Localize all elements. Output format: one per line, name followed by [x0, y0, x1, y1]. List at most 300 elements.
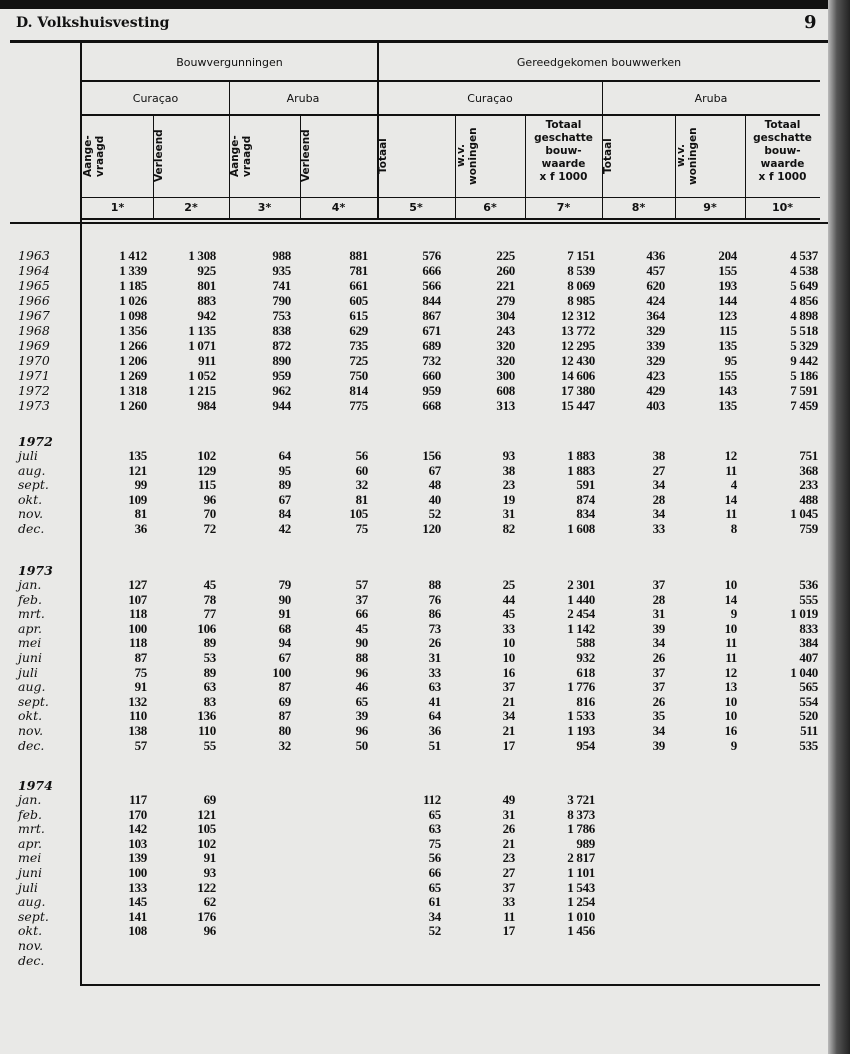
- table-cell: 1 266: [119, 338, 147, 353]
- table-cell: 145: [128, 894, 147, 910]
- section-year: 1974: [18, 778, 53, 793]
- table-cell: 10: [724, 708, 737, 724]
- table-cell: 34: [652, 723, 665, 738]
- table-cell: 37: [502, 879, 515, 895]
- table-cell: 80: [278, 723, 291, 738]
- table-cell: 2 301: [567, 577, 595, 592]
- book-spine-edge: [828, 0, 850, 1054]
- table-cell: 8 373: [567, 806, 595, 822]
- table-cell: 132: [128, 693, 147, 709]
- table-cell: 1 883: [567, 448, 595, 463]
- table-cell: 566: [422, 278, 441, 293]
- table-cell: 1 883: [567, 462, 595, 478]
- table-cell: 115: [198, 477, 216, 493]
- table-cell: 329: [646, 323, 665, 338]
- table-cell: 21: [502, 835, 515, 851]
- page-number: 9: [804, 12, 817, 33]
- table-cell: 57: [134, 737, 147, 753]
- table-cell: 5 518: [790, 323, 818, 338]
- row-label: feb.: [18, 591, 42, 607]
- table-cell: 56: [428, 850, 441, 866]
- table-cell: 576: [422, 248, 441, 263]
- table-cell: 37: [652, 577, 665, 592]
- table-cell: 944: [272, 398, 291, 413]
- table-cell: 176: [197, 908, 216, 924]
- subgroup-header: Curaçao: [467, 92, 513, 105]
- table-cell: 834: [576, 506, 595, 522]
- table-cell: 89: [203, 635, 216, 651]
- table-cell: 1 339: [119, 263, 147, 278]
- table-cell: 911: [198, 353, 216, 368]
- table-cell: 384: [799, 635, 818, 651]
- table-cell: 45: [355, 620, 368, 636]
- table-cell: 1 269: [119, 368, 147, 383]
- table-cell: 511: [800, 723, 818, 738]
- colhead-rule: [82, 197, 820, 198]
- table-cell: 588: [576, 635, 595, 651]
- row-label: juli: [18, 448, 38, 463]
- table-cell: 121: [128, 462, 147, 478]
- table-cell: 1 193: [567, 723, 595, 738]
- row-label: dec.: [18, 952, 45, 968]
- table-cell: 142: [128, 821, 147, 837]
- table-cell: 925: [197, 263, 216, 278]
- row-label: 1968: [18, 323, 50, 338]
- table-cell: 81: [134, 506, 147, 522]
- table-cell: 7 151: [567, 248, 595, 263]
- subgroup-header: Aruba: [286, 92, 320, 105]
- table-cell: 2 454: [567, 606, 595, 622]
- table-cell: 1 356: [119, 323, 147, 338]
- table-cell: 39: [355, 708, 368, 724]
- table-cell: 100: [272, 664, 291, 680]
- table-cell: 44: [502, 591, 515, 607]
- table-cell: 110: [198, 723, 216, 738]
- table-cell: 1 776: [567, 679, 595, 695]
- table-cell: 61: [428, 894, 441, 910]
- table-cell: 102: [197, 835, 216, 851]
- table-cell: 108: [128, 923, 147, 939]
- table-cell: 25: [502, 577, 515, 592]
- table-cell: 13 772: [561, 323, 595, 338]
- table-cell: 106: [197, 620, 216, 636]
- table-cell: 781: [349, 263, 368, 278]
- group-header-completed: Gereedgekomen bouwwerken: [516, 56, 682, 69]
- column-number: 3*: [257, 201, 272, 214]
- table-cell: 954: [576, 737, 595, 753]
- table-cell: 233: [799, 477, 818, 493]
- table-cell: 105: [349, 506, 368, 522]
- column-number: 4*: [331, 201, 346, 214]
- table-cell: 63: [428, 679, 441, 695]
- row-label: dec.: [18, 737, 45, 753]
- row-label: nov.: [18, 506, 44, 522]
- row-label: mrt.: [18, 606, 45, 622]
- table-cell: 50: [355, 737, 368, 753]
- column-number: 10*: [771, 201, 794, 214]
- table-cell: 1 206: [119, 353, 147, 368]
- table-cell: 84: [278, 506, 291, 522]
- row-label: sept.: [18, 477, 49, 493]
- table-cell: 555: [799, 591, 818, 607]
- table-cell: 110: [129, 708, 147, 724]
- table-cell: 27: [652, 462, 665, 478]
- table-cell: 69: [203, 792, 216, 807]
- table-cell: 962: [272, 383, 291, 398]
- row-label: juni: [18, 650, 42, 665]
- table-cell: 1 101: [567, 865, 595, 880]
- table-cell: 136: [197, 708, 216, 724]
- table-cell: 554: [799, 693, 818, 709]
- table-cell: 1 045: [790, 506, 818, 522]
- row-label: 1971: [18, 368, 50, 383]
- table-cell: 141: [128, 908, 147, 924]
- table-cell: 14 606: [561, 368, 595, 383]
- table-cell: 40: [428, 491, 441, 507]
- row-label: 1965: [18, 278, 50, 293]
- table-cell: 11: [725, 635, 737, 651]
- table-cell: 457: [646, 263, 665, 278]
- row-label: mrt.: [18, 821, 45, 837]
- table-cell: 79: [278, 577, 291, 592]
- column-number: 1*: [110, 201, 125, 214]
- row-label: 1972: [18, 383, 50, 398]
- subgroup-header: Curaçao: [132, 92, 179, 105]
- table-cell: 4 856: [790, 293, 818, 308]
- table-cell: 33: [502, 894, 515, 910]
- table-cell: 605: [349, 293, 368, 308]
- table-cell: 1 440: [567, 591, 595, 607]
- section-year: 1972: [18, 434, 53, 449]
- column-header: Verleend: [153, 129, 165, 183]
- table-cell: 28: [652, 491, 665, 507]
- table-cell: 9: [730, 606, 737, 622]
- table-cell: 403: [646, 398, 665, 413]
- column-header: Totaal: [602, 138, 614, 174]
- table-cell: 12 295: [561, 338, 595, 353]
- table-cell: 13: [724, 679, 737, 695]
- table-cell: 14: [724, 591, 737, 607]
- table-cell: 1 135: [188, 323, 216, 338]
- table-cell: 87: [278, 679, 291, 695]
- column-header: w.v. woningen: [455, 127, 479, 185]
- table-cell: 23: [502, 850, 515, 866]
- table-cell: 34: [428, 908, 441, 924]
- table-cell: 935: [272, 263, 291, 278]
- table-cell: 96: [355, 664, 368, 680]
- table-cell: 31: [502, 506, 515, 522]
- table-cell: 48: [428, 477, 441, 493]
- row-label: jan.: [18, 577, 42, 592]
- table-cell: 91: [278, 606, 291, 622]
- table-cell: 16: [502, 664, 515, 680]
- table-cell: 144: [718, 293, 737, 308]
- table-cell: 1 318: [119, 383, 147, 398]
- row-label: okt.: [18, 491, 43, 507]
- table-cell: 741: [272, 278, 291, 293]
- table-cell: 204: [718, 248, 737, 263]
- table-cell: 96: [355, 723, 368, 738]
- table-cell: 53: [203, 650, 216, 665]
- table-cell: 4: [730, 477, 737, 493]
- table-cell: 7 591: [790, 383, 818, 398]
- column-number: 9*: [703, 201, 717, 214]
- table-cell: 112: [423, 792, 441, 807]
- table-cell: 313: [496, 398, 515, 413]
- table-cell: 15 447: [561, 398, 595, 413]
- row-label: feb.: [18, 806, 42, 822]
- row-label: nov.: [18, 723, 44, 738]
- column-header: Aange- vraagd: [82, 135, 106, 177]
- row-label: okt.: [18, 708, 43, 724]
- table-cell: 790: [272, 293, 291, 308]
- row-label: aug.: [18, 462, 46, 478]
- table-cell: 10: [724, 577, 737, 592]
- table-cell: 33: [652, 521, 665, 536]
- table-cell: 364: [646, 308, 665, 323]
- table-cell: 1 098: [119, 308, 147, 323]
- table-cell: 66: [428, 865, 441, 880]
- table-cell: 42: [278, 521, 291, 536]
- section-year: 1973: [18, 563, 53, 578]
- column-header: Totaal geschatte bouw- waarde x f 1000: [753, 119, 812, 183]
- table-cell: 221: [496, 278, 515, 293]
- table-cell: 96: [203, 923, 216, 939]
- table-cell: 67: [278, 650, 291, 665]
- table-cell: 83: [203, 693, 216, 709]
- table-cell: 121: [197, 806, 216, 822]
- table-cell: 424: [646, 293, 665, 308]
- row-label: apr.: [18, 835, 43, 851]
- table-cell: 63: [203, 679, 216, 695]
- table-cell: 64: [278, 448, 291, 463]
- table-cell: 1 071: [188, 338, 216, 353]
- table-cell: 759: [799, 521, 818, 536]
- table-cell: 407: [799, 650, 818, 665]
- column-header: Totaal geschatte bouw- waarde x f 1000: [534, 119, 593, 183]
- section-title: D. Volkshuisvesting: [16, 15, 170, 31]
- table-cell: 65: [355, 693, 368, 709]
- table-cell: 339: [646, 338, 665, 353]
- table-cell: 100: [128, 865, 147, 880]
- column-header: Aange- vraagd: [229, 135, 253, 177]
- table-cell: 8: [730, 521, 737, 536]
- table-cell: 260: [496, 263, 515, 278]
- table-cell: 75: [355, 521, 368, 536]
- table-cell: 87: [278, 708, 291, 724]
- table-cell: 33: [502, 620, 515, 636]
- table-cell: 118: [129, 606, 147, 622]
- table-cell: 34: [502, 708, 515, 724]
- subgroup-rule: [82, 114, 820, 116]
- table-cell: 320: [496, 353, 515, 368]
- table-cell: 1 456: [567, 923, 595, 939]
- table-cell: 105: [197, 821, 216, 837]
- table-cell: 117: [129, 792, 147, 807]
- table-cell: 1 533: [567, 708, 595, 724]
- table-cell: 37: [652, 679, 665, 695]
- table-cell: 52: [428, 506, 441, 522]
- table-cell: 11: [725, 650, 737, 665]
- table-cell: 31: [502, 806, 515, 822]
- table-cell: 69: [278, 693, 291, 709]
- table-cell: 243: [496, 323, 515, 338]
- table-cell: 133: [128, 879, 147, 895]
- table-cell: 591: [576, 477, 595, 493]
- table-cell: 2 817: [567, 850, 595, 866]
- table-cell: 881: [349, 248, 368, 263]
- table-cell: 1 052: [188, 368, 216, 383]
- table-cell: 89: [203, 664, 216, 680]
- table-cell: 668: [422, 398, 441, 413]
- table-cell: 844: [422, 293, 441, 308]
- table-cell: 423: [646, 368, 665, 383]
- header-bottom-rule: [82, 218, 820, 220]
- table-cell: 86: [428, 606, 441, 622]
- row-label: 1964: [18, 263, 50, 278]
- table-cell: 989: [576, 835, 595, 851]
- table-cell: 615: [349, 308, 368, 323]
- table-cell: 14: [724, 491, 737, 507]
- row-label: 1967: [18, 308, 50, 323]
- table-cell: 64: [428, 708, 441, 724]
- table-cell: 91: [134, 679, 147, 695]
- group-rule: [82, 80, 820, 82]
- table-cell: 883: [197, 293, 216, 308]
- row-label: aug.: [18, 679, 46, 695]
- table-cell: 5 186: [790, 368, 818, 383]
- table-cell: 732: [422, 353, 441, 368]
- column-number: 5*: [409, 201, 423, 214]
- table-cell: 135: [128, 448, 147, 463]
- table-cell: 4 898: [790, 308, 818, 323]
- table-cell: 94: [278, 635, 291, 651]
- row-label: juli: [18, 664, 38, 680]
- column-number: 8*: [631, 201, 646, 214]
- table-cell: 12: [724, 664, 737, 680]
- table-cell: 1 215: [188, 383, 216, 398]
- table-cell: 874: [576, 491, 595, 507]
- table-cell: 49: [502, 792, 515, 807]
- table-cell: 17: [502, 923, 515, 939]
- table-cell: 55: [203, 737, 216, 753]
- table-cell: 750: [349, 368, 368, 383]
- table-cell: 3 721: [567, 792, 595, 807]
- table-cell: 753: [272, 308, 291, 323]
- table-cell: 118: [129, 635, 147, 651]
- table-cell: 7 459: [790, 398, 818, 413]
- table-cell: 660: [422, 368, 441, 383]
- table-cell: 1 608: [567, 521, 595, 536]
- table-cell: 890: [272, 353, 291, 368]
- row-label: 1973: [18, 398, 50, 413]
- table-cell: 1 040: [790, 664, 818, 680]
- table-cell: 129: [197, 462, 216, 478]
- table-cell: 689: [422, 338, 441, 353]
- table-cell: 932: [576, 650, 595, 665]
- table-cell: 31: [428, 650, 441, 665]
- table-cell: 76: [428, 591, 441, 607]
- table-cell: 45: [203, 577, 216, 592]
- table-cell: 19: [502, 491, 515, 507]
- table-cell: 75: [428, 835, 441, 851]
- row-label: aug.: [18, 894, 46, 910]
- table-cell: 959: [422, 383, 441, 398]
- table-cell: 96: [203, 491, 216, 507]
- table-cell: 26: [502, 821, 515, 837]
- table-cell: 95: [724, 353, 737, 368]
- table-cell: 12 430: [561, 353, 595, 368]
- table-cell: 68: [278, 620, 291, 636]
- table-cell: 100: [128, 620, 147, 636]
- table-cell: 78: [203, 591, 216, 607]
- table-cell: 115: [719, 323, 737, 338]
- table-cell: 135: [718, 398, 737, 413]
- row-label: okt.: [18, 923, 43, 939]
- table-cell: 39: [652, 620, 665, 636]
- table-cell: 801: [197, 278, 216, 293]
- table-cell: 156: [422, 448, 441, 463]
- table-cell: 155: [718, 263, 737, 278]
- table-cell: 56: [355, 448, 368, 463]
- table-cell: 88: [428, 577, 441, 592]
- table-cell: 93: [502, 448, 515, 463]
- table-cell: 436: [646, 248, 665, 263]
- table-cell: 5 649: [790, 278, 818, 293]
- table-cell: 304: [496, 308, 515, 323]
- row-label: jan.: [18, 792, 42, 807]
- table-cell: 41: [428, 693, 441, 709]
- column-number: 2*: [184, 201, 198, 214]
- table-cell: 38: [652, 448, 665, 463]
- table-cell: 155: [718, 368, 737, 383]
- table-cell: 4 537: [790, 248, 818, 263]
- table-cell: 1 308: [188, 248, 216, 263]
- table-cell: 10: [724, 620, 737, 636]
- table-cell: 536: [799, 577, 818, 592]
- table-cell: 1 019: [790, 606, 818, 622]
- table-cell: 73: [428, 620, 441, 636]
- table-cell: 10: [724, 693, 737, 709]
- table-cell: 1 786: [567, 821, 595, 837]
- table-cell: 65: [428, 806, 441, 822]
- table-cell: 10: [502, 635, 515, 651]
- table-cell: 135: [718, 338, 737, 353]
- table-cell: 39: [652, 737, 665, 753]
- table-cell: 1 142: [567, 620, 595, 636]
- table-cell: 102: [197, 448, 216, 463]
- table-cell: 123: [718, 308, 737, 323]
- table-cell: 193: [718, 278, 737, 293]
- table-cell: 833: [799, 620, 818, 636]
- row-label: dec.: [18, 521, 45, 536]
- table-cell: 984: [197, 398, 216, 413]
- table-cell: 225: [496, 248, 515, 263]
- table-cell: 872: [272, 338, 291, 353]
- table-cell: 608: [496, 383, 515, 398]
- table-cell: 72: [203, 521, 216, 536]
- table-cell: 87: [134, 650, 147, 665]
- table-cell: 37: [652, 664, 665, 680]
- table-cell: 735: [349, 338, 368, 353]
- table-cell: 329: [646, 353, 665, 368]
- row-label: 1963: [18, 248, 50, 263]
- table-cell: 959: [272, 368, 291, 383]
- table-cell: 36: [428, 723, 441, 738]
- table-cell: 12 312: [561, 308, 595, 323]
- table-cell: 1 543: [567, 879, 595, 895]
- column-header: Totaal: [377, 138, 389, 174]
